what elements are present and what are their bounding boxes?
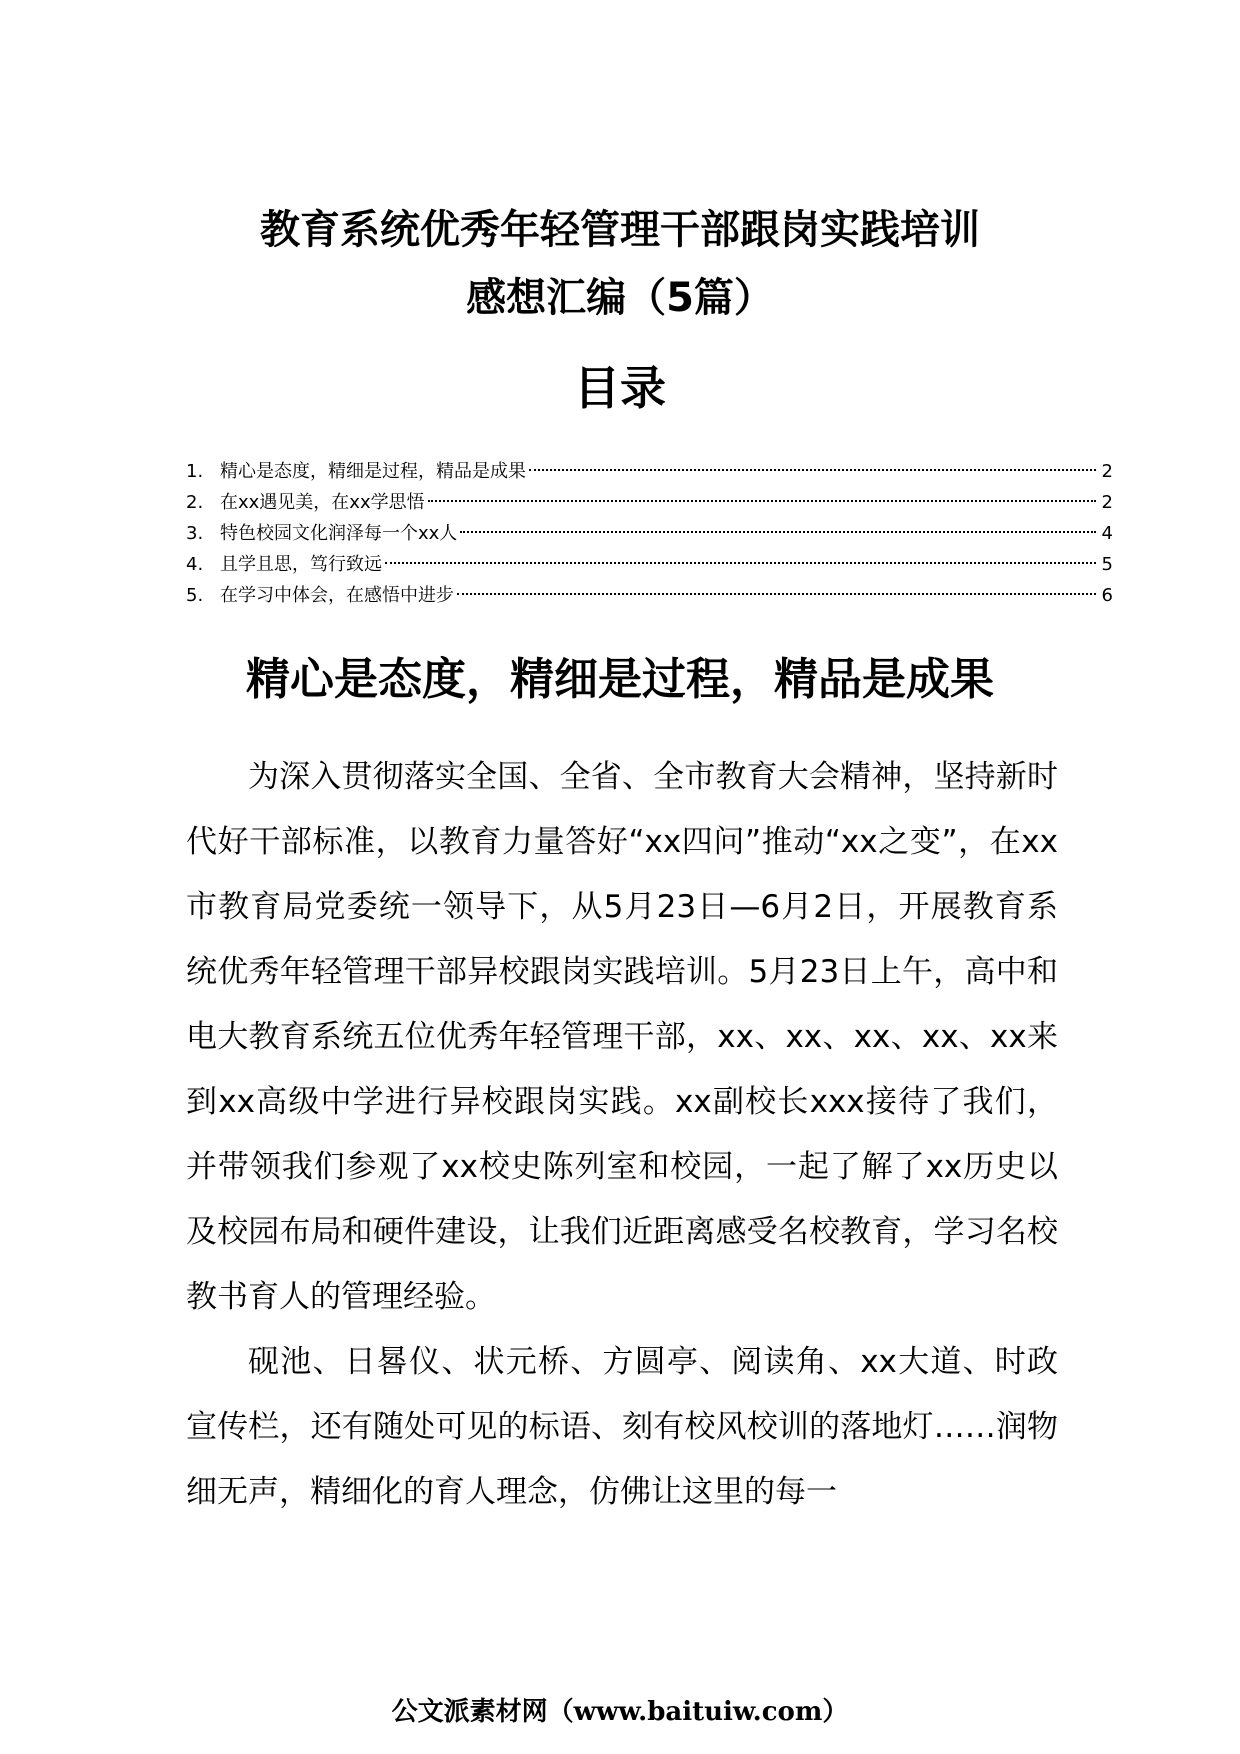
- toc-item-number: 5.: [186, 585, 204, 606]
- footer-watermark-text: 公文派素材网（www.baituiw.com）: [391, 1697, 849, 1727]
- toc-item-number: 3.: [186, 523, 204, 544]
- toc-item-5[interactable]: [186, 580, 1113, 611]
- toc-dot-leader: [457, 593, 1096, 595]
- table-of-contents: [186, 456, 1113, 611]
- document-title-line-1: 教育系统优秀年轻管理干部跟岗实践培训: [260, 207, 980, 253]
- body-paragraph-2: 砚池、日晷仪、状元桥、方圆亭、阅读角、xx大道、时政宣传栏，还有随处可见的标语、刻有校风校训的落地灯……润物细无声，精细化的育人理念，仿佛让这里的每一: [186, 1344, 1058, 1510]
- toc-item-page: 2: [1101, 461, 1113, 482]
- toc-dot-leader: [385, 562, 1096, 564]
- document-title-line-2: 感想汇编（5篇）: [466, 275, 774, 321]
- toc-item-text: 精心是态度，精细是过程，精品是成果: [220, 461, 526, 482]
- section-body: [186, 745, 1058, 1525]
- toc-item-page: 2: [1101, 492, 1113, 513]
- toc-item-3[interactable]: [186, 518, 1113, 549]
- toc-item-number: 2.: [186, 492, 204, 513]
- toc-item-number: 1.: [186, 461, 204, 482]
- toc-dot-leader: [460, 531, 1096, 533]
- section-title: 精心是态度，精细是过程，精品是成果: [246, 654, 994, 705]
- toc-item-text: 且学且思，笃行致远: [220, 554, 382, 575]
- toc-item-text: 在学习中体会，在感悟中进步: [220, 585, 454, 606]
- toc-item-number: 4.: [186, 554, 204, 575]
- document-title: [160, 196, 1080, 332]
- toc-item-text: 在xx遇见美，在xx学思悟: [220, 492, 425, 513]
- toc-item-page: 6: [1101, 585, 1113, 606]
- toc-item-2[interactable]: [186, 487, 1113, 518]
- body-paragraph-1: 为深入贯彻落实全国、全省、全市教育大会精神，坚持新时代好干部标准，以教育力量答好“xx四问”推动“xx之变”，在xx市教育局党委统一领导下，从5月23日—6月2日，开展教育系统优秀年轻管理干部异校跟岗实践培训。5月23日上午，高中和电大教育系统五位优秀年轻管理干部，xx、xx、xx、xx、xx来到xx高级中学进行异校跟岗实践。xx副校长xxx接待了我们，并带领我们参观了xx校史陈列室和校园，一起了解了xx历史以及校园布局和硬件建设，让我们近距离感受名校教育，学习名校教书育人的管理经验。: [186, 759, 1058, 1315]
- toc-dot-leader: [428, 500, 1096, 502]
- toc-item-page: 5: [1101, 554, 1113, 575]
- toc-heading: 目录: [574, 361, 666, 415]
- toc-item-4[interactable]: [186, 549, 1113, 580]
- toc-dot-leader: [529, 469, 1096, 471]
- toc-item-text: 特色校园文化润泽每一个xx人: [220, 523, 458, 544]
- toc-item-page: 4: [1101, 523, 1113, 544]
- toc-item-1[interactable]: [186, 456, 1113, 487]
